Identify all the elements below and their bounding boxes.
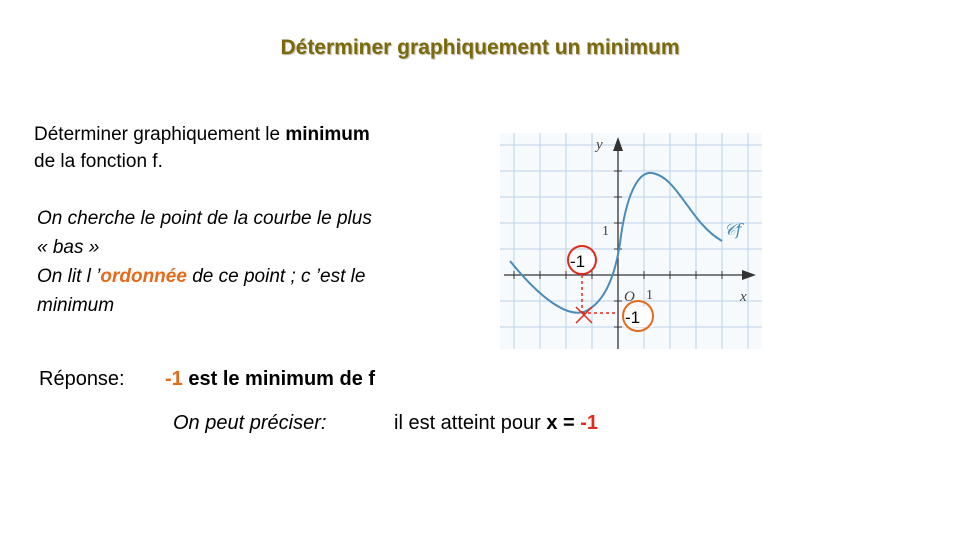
answer-value: -1	[165, 368, 183, 390]
intro-text	[34, 121, 370, 175]
answer-text	[165, 368, 375, 391]
intro-line2: de la fonction f.	[34, 151, 163, 172]
x-axis-label: x	[740, 289, 747, 305]
y-axis-label: y	[596, 137, 603, 153]
precision-x-value: -1	[580, 412, 599, 434]
marker-x-label: -1	[570, 252, 586, 271]
intro-text-start: Déterminer graphiquement le	[34, 124, 286, 145]
intro-keyword: minimum	[285, 124, 370, 145]
marker-y-label: -1	[625, 308, 641, 327]
method-line3-start: On lit l ’	[37, 266, 101, 287]
answer-label: Réponse:	[39, 368, 125, 390]
precision-x-label: x =	[546, 412, 581, 434]
x-unit-label: 1	[646, 288, 653, 303]
method-line1: On cherche le point de la courbe le plus	[37, 208, 372, 229]
function-graph	[500, 133, 762, 349]
y-unit-label: 1	[602, 224, 609, 239]
method-highlight-ordonnee: ordonnée	[100, 266, 187, 287]
precision-text-start: il est atteint pour	[394, 412, 547, 434]
precision-label: On peut préciser:	[173, 412, 327, 434]
method-line4: minimum	[37, 295, 115, 316]
curve-label: 𝒞f	[724, 220, 742, 239]
method-line2: « bas »	[37, 237, 100, 258]
method-line3-end: de ce point ; c ’est le	[186, 266, 366, 287]
origin-label: O	[624, 289, 635, 305]
page-title: Déterminer graphiquement un minimum	[280, 36, 680, 59]
method-text	[37, 204, 372, 320]
answer-rest: est le minimum de f	[182, 368, 376, 390]
precision-text	[394, 412, 598, 435]
